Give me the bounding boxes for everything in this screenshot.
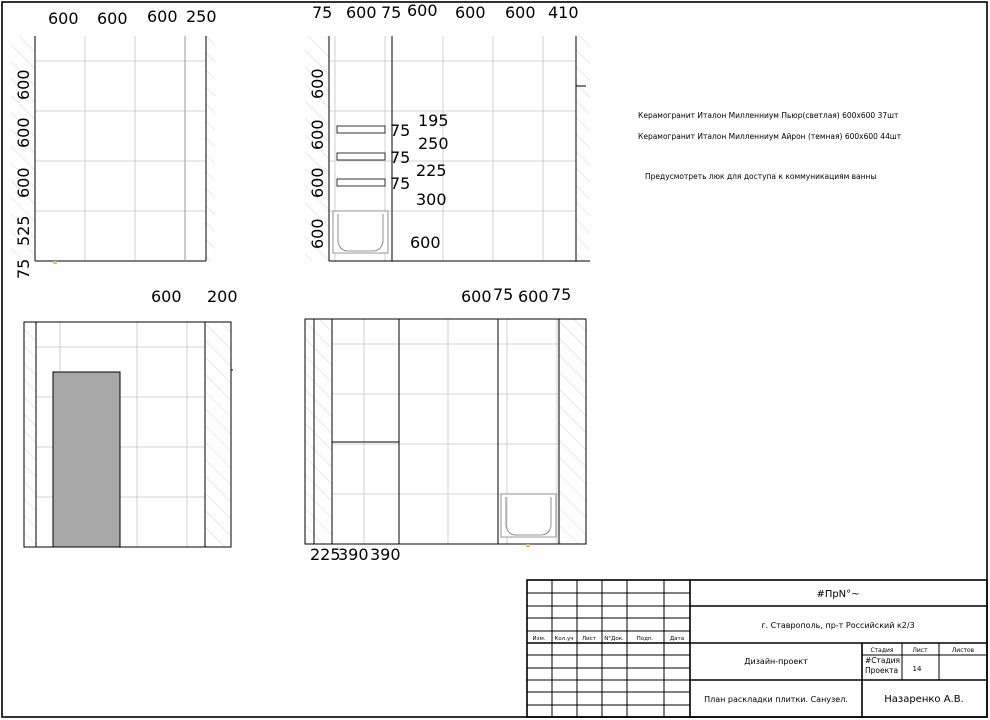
dim-label: 600 xyxy=(147,7,178,26)
col-header: Изм. xyxy=(532,636,546,642)
bathtub xyxy=(333,211,388,253)
notes xyxy=(638,111,902,181)
elevation-c xyxy=(24,287,238,547)
col-header: Подп. xyxy=(636,636,654,642)
dim-label: 75 xyxy=(14,258,33,279)
note-access-hatch: Предусмотреть люк для доступа к коммуникациям ванны xyxy=(645,172,877,181)
dim-label: 200 xyxy=(207,287,238,306)
dim-label: 525 xyxy=(14,215,33,246)
shelf-niche xyxy=(337,153,385,160)
dim-label: 600 xyxy=(308,68,327,99)
dim-label: 600 xyxy=(407,1,438,20)
dim-label: 75 xyxy=(381,3,402,22)
wall-hatch xyxy=(205,322,231,547)
project-code: #ПрN°~ xyxy=(816,589,860,600)
dim-label: 75 xyxy=(551,285,572,304)
dim-label: 600 xyxy=(14,69,33,100)
dim-label: 600 xyxy=(48,9,79,28)
address: г. Ставрополь, пр-т Российский к2/3 xyxy=(761,621,915,630)
dim-label: 195 xyxy=(418,111,449,130)
sheet-header: Лист xyxy=(912,647,928,654)
col-header: Лист xyxy=(582,636,596,642)
dim-label: 75 xyxy=(390,121,411,140)
dim-label: 250 xyxy=(186,7,217,26)
dim-label: 600 xyxy=(97,9,128,28)
dim-label: 300 xyxy=(416,190,447,209)
col-header: Кол.уч xyxy=(554,636,574,642)
dim-label: 75 xyxy=(312,3,333,22)
note-light-tile: Керамогранит Италон Милленниум Пьюр(светлая) 600х600 37шт xyxy=(638,111,899,120)
dim-label: 75 xyxy=(390,148,411,167)
dim-label: 225 xyxy=(310,545,341,564)
dim-label: 600 xyxy=(410,233,441,252)
dim-label: 390 xyxy=(338,545,369,564)
drawing-name: План раскладки плитки. Санузел. xyxy=(704,695,848,704)
col-header: N°Док. xyxy=(604,636,624,642)
dim-label: 75 xyxy=(390,174,411,193)
sheets-header: Листов xyxy=(951,647,975,654)
dim-label: 600 xyxy=(346,3,377,22)
shelf-niche xyxy=(337,179,385,186)
dim-label: 600 xyxy=(151,287,182,306)
sheet-frame xyxy=(2,2,987,717)
bathtub xyxy=(501,494,556,537)
dim-label: 600 xyxy=(455,3,486,22)
dim-label: 600 xyxy=(308,119,327,150)
stage-value: #Стадия Проекта xyxy=(865,656,901,675)
title-block xyxy=(527,580,987,717)
dim-label: 600 xyxy=(308,167,327,198)
dim-label: 600 xyxy=(518,287,549,306)
door xyxy=(53,372,120,547)
col-header: Дата xyxy=(669,636,685,642)
dim-label: 600 xyxy=(505,3,536,22)
design-label: Дизайн-проект xyxy=(744,657,808,666)
note-dark-tile: Керамогранит Италон Милленниум Айрон (темная) 600х600 44шт xyxy=(638,132,902,141)
shelf-niche xyxy=(337,126,385,133)
sheet-value: 14 xyxy=(912,665,922,673)
wall-hatch xyxy=(305,319,332,544)
dim-label: 225 xyxy=(416,161,447,180)
dim-label: 390 xyxy=(370,545,401,564)
dim-label: 250 xyxy=(418,134,449,153)
dim-label: 600 xyxy=(14,167,33,198)
dim-label: 410 xyxy=(548,3,579,22)
elevation-a xyxy=(11,7,217,279)
author: Назаренко А.В. xyxy=(884,694,964,705)
stage-header: Стадия xyxy=(870,647,894,654)
dim-label: 600 xyxy=(308,218,327,249)
elevation-b xyxy=(305,1,590,261)
dim-label: 600 xyxy=(461,287,492,306)
wall-hatch xyxy=(576,36,590,261)
dim-label: 600 xyxy=(14,117,33,148)
wall-hatch xyxy=(206,36,215,261)
wall-hatch xyxy=(559,319,586,544)
elevation-d xyxy=(305,285,586,564)
dim-label: 75 xyxy=(493,285,514,304)
wall-hatch xyxy=(24,322,36,547)
